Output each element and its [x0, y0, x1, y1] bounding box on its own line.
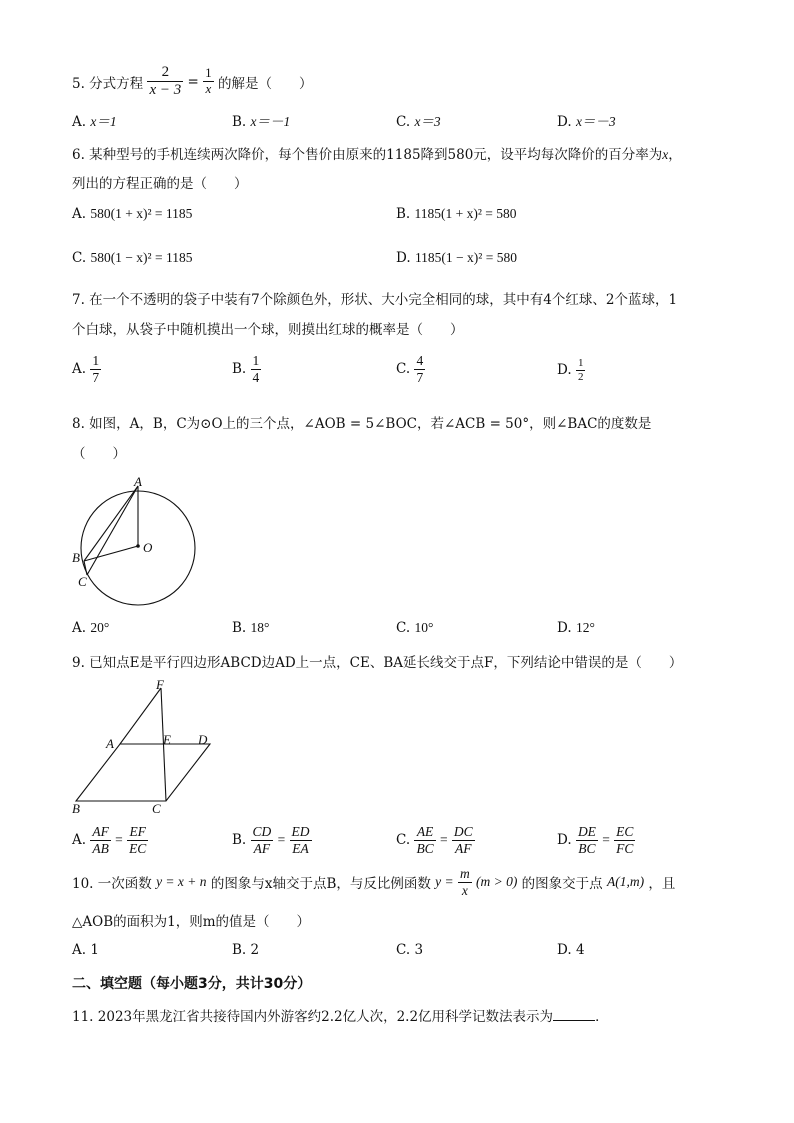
label-b: B — [72, 550, 80, 565]
question-6-line-2: 列出的方程正确的是（ ） — [72, 176, 248, 192]
q6-option-d[interactable]: D. 1185(1 − x)² = 580 — [396, 250, 517, 266]
label-o: O — [143, 540, 153, 555]
question-8-line-1: 8. 如图，A，B，C为⊙O上的三个点，∠AOB = 5∠BOC，若∠ACB = 50°，则∠BAC的度数是 — [72, 416, 652, 432]
label-b: B — [72, 801, 80, 816]
q5-fraction-left: $\frac{2}{x - 3}$ — [149, 64, 182, 99]
q5-stem: 5. 分式方程 — [72, 75, 144, 92]
label-a: A — [134, 474, 142, 489]
segment-bo — [84, 546, 138, 561]
center-point-o — [136, 544, 140, 548]
q9-option-d[interactable]: D. $\frac{DE}{BC}$ = $\frac{EC}{FC}$ — [557, 824, 634, 856]
label-c: C — [152, 801, 161, 816]
q10-option-b[interactable]: B. 2 — [232, 942, 260, 958]
question-6-line-1: 6. 某种型号的手机连续两次降价，每个售价由原来的1185降到580元，设平均每次降价的百分率为x， — [72, 147, 682, 163]
q10-option-d[interactable]: D. 4 — [557, 942, 585, 958]
q6-option-a[interactable]: A. 580(1 + x)² = 1185 — [72, 206, 193, 222]
question-8-line-2: （ ） — [72, 446, 126, 462]
question-10-line-1: 10. 一次函数 y = x + n 的图象与x轴交于点B，与反比例函数 y = $\frac{m}{x}$ (m > 0) 的图象交于点 A(1,m) ，且 — [72, 866, 676, 898]
q7-option-a[interactable]: A. $\frac{1}{7}$ — [72, 353, 100, 385]
q7-option-d[interactable]: D. $\frac{1}{2}$ — [557, 357, 584, 383]
q8-option-b[interactable]: B. 18° — [232, 620, 270, 636]
q9-option-c[interactable]: C. $\frac{AE}{BC}$ = $\frac{DC}{AF}$ — [396, 824, 473, 856]
parallelogram-abcd — [76, 744, 210, 801]
q9-option-b[interactable]: B. $\frac{CD}{AF}$ = $\frac{ED}{EA}$ — [232, 824, 310, 856]
q10-option-c[interactable]: C. 3 — [396, 942, 424, 958]
q11-answer-blank[interactable] — [553, 1020, 595, 1021]
q5-option-b[interactable]: B. x＝－1 — [232, 114, 291, 130]
q7-option-b[interactable]: B. $\frac{1}{4}$ — [232, 353, 260, 385]
q5-option-c[interactable]: C. x＝3 — [396, 114, 441, 130]
question-7-line-1: 7. 在一个不透明的袋子中装有7个除颜色外，形状、大小完全相同的球，其中有4个红球、2个蓝球，1 — [72, 292, 678, 308]
label-e: E — [163, 732, 171, 747]
segment-fa — [120, 688, 161, 744]
question-10-line-2: △AOB的面积为1，则m的值是（ ） — [72, 914, 311, 930]
q8-option-d[interactable]: D. 12° — [557, 620, 595, 636]
q5-equals: = — [187, 73, 199, 90]
q6-option-c[interactable]: C. 580(1 − x)² = 1185 — [72, 250, 193, 266]
q8-circle-figure — [70, 474, 210, 614]
q6-option-b[interactable]: B. 1185(1 + x)² = 580 — [396, 206, 517, 222]
q10-option-a[interactable]: A. 1 — [72, 942, 99, 958]
q5-stem-end: 的解是（ ） — [217, 75, 313, 92]
question-11: 11. 2023年黑龙江省共接待国内外游客约2.2亿人次，2.2亿用科学记数法表示为 ． — [72, 1009, 609, 1025]
q5-option-a[interactable]: A. x＝1 — [72, 114, 117, 130]
q8-option-c[interactable]: C. 10° — [396, 620, 434, 636]
q7-option-c[interactable]: C. $\frac{4}{7}$ — [396, 353, 424, 385]
question-9-line-1: 9. 已知点E是平行四边形ABCD边AD上一点，CE、BA延长线交于点F，下列结论中错误的是（ ） — [72, 655, 683, 671]
question-7-line-2: 个白球，从袋子中随机摸出一个球，则摸出红球的概率是（ ） — [72, 322, 464, 338]
q9-option-a[interactable]: A. $\frac{AF}{AB}$ = $\frac{EF}{EC}$ — [72, 824, 147, 856]
label-c: C — [78, 574, 87, 589]
q5-fraction-right: $\frac{1}{x}$ — [205, 65, 212, 97]
label-f: F — [156, 677, 164, 692]
question-5 — [72, 64, 312, 100]
label-d: D — [198, 732, 208, 747]
section-title-fill-in: 二、填空题（每小题3分，共计30分） — [72, 976, 312, 992]
q9-parallelogram-figure — [70, 676, 230, 818]
segment-ac — [87, 486, 138, 575]
q5-option-d[interactable]: D. x＝－3 — [557, 114, 616, 130]
q8-option-a[interactable]: A. 20° — [72, 620, 110, 636]
label-a: A — [106, 736, 114, 751]
